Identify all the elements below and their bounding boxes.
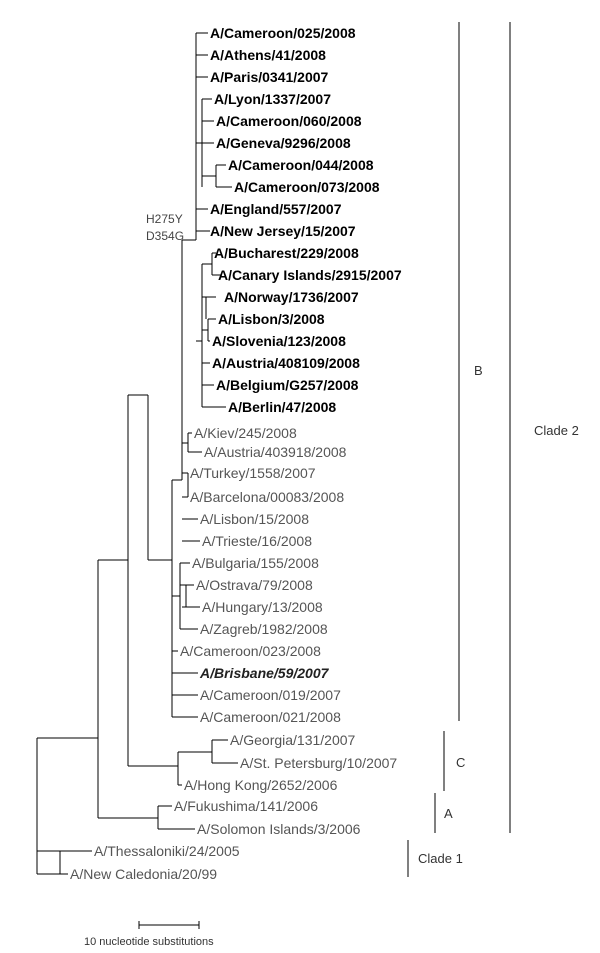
taxon-label: A/Lisbon/15/2008 <box>200 511 309 527</box>
taxon-label: A/Turkey/1558/2007 <box>190 465 316 481</box>
clade-c-label: C <box>456 755 466 770</box>
clade-a-label: A <box>444 806 453 821</box>
clade-brackets <box>408 22 579 877</box>
taxon-label: A/Austria/403918/2008 <box>204 444 347 460</box>
taxon-label: A/Georgia/131/2007 <box>230 732 356 748</box>
taxon-label: A/Athens/41/2008 <box>210 47 326 63</box>
taxon-label: A/Hong Kong/2652/2006 <box>184 777 338 793</box>
taxon-label: A/Cameroon/025/2008 <box>210 25 356 41</box>
taxon-label: A/Cameroon/073/2008 <box>234 179 380 195</box>
taxon-label: A/Bucharest/229/2008 <box>214 245 359 261</box>
taxon-label: A/Cameroon/019/2007 <box>200 687 341 703</box>
taxon-label: A/Belgium/G257/2008 <box>216 377 359 393</box>
taxon-label: A/Cameroon/021/2008 <box>200 709 341 725</box>
mutation-d354g-label: D354G <box>146 229 185 243</box>
taxon-label: A/Barcelona/00083/2008 <box>190 489 345 505</box>
taxon-label: A/Cameroon/023/2008 <box>180 643 321 659</box>
taxon-label: A/Bulgaria/155/2008 <box>192 555 319 571</box>
clade-b-label: B <box>474 363 483 378</box>
taxon-label: A/Austria/408109/2008 <box>212 355 360 371</box>
scale-bar-label: 10 nucleotide substitutions <box>84 936 214 948</box>
taxon-label: A/Solomon Islands/3/2006 <box>197 821 361 837</box>
taxon-label: A/Thessaloniki/24/2005 <box>94 843 240 859</box>
taxon-label: A/New Caledonia/20/99 <box>70 866 218 882</box>
taxon-label: A/England/557/2007 <box>210 201 342 217</box>
taxon-label: A/Kiev/245/2008 <box>194 425 297 441</box>
clade-2-label: Clade 2 <box>534 423 579 438</box>
taxon-labels <box>70 25 402 882</box>
mutation-h275y-label: H275Y <box>146 212 183 226</box>
clade-1-label: Clade 1 <box>418 851 463 866</box>
taxon-label: A/Cameroon/060/2008 <box>216 113 362 129</box>
taxon-label: A/Ostrava/79/2008 <box>196 577 313 593</box>
taxon-label: A/Geneva/9296/2008 <box>216 135 351 151</box>
taxon-label: A/Lisbon/3/2008 <box>218 311 325 327</box>
taxon-label: A/St. Petersburg/10/2007 <box>240 755 398 771</box>
taxon-label: A/New Jersey/15/2007 <box>210 223 356 239</box>
taxon-label: A/Hungary/13/2008 <box>202 599 323 615</box>
taxon-label: A/Cameroon/044/2008 <box>228 157 374 173</box>
taxon-label: A/Trieste/16/2008 <box>202 533 312 549</box>
taxon-label: A/Fukushima/141/2006 <box>174 798 318 814</box>
scale-bar <box>84 921 214 948</box>
taxon-label: A/Canary Islands/2915/2007 <box>218 267 402 283</box>
taxon-label: A/Brisbane/59/2007 <box>200 665 329 681</box>
taxon-label: A/Zagreb/1982/2008 <box>200 621 328 637</box>
taxon-label: A/Paris/0341/2007 <box>210 69 329 85</box>
taxon-label: A/Slovenia/123/2008 <box>212 333 346 349</box>
taxon-label: A/Norway/1736/2007 <box>224 289 359 305</box>
taxon-label: A/Lyon/1337/2007 <box>214 91 331 107</box>
taxon-label: A/Berlin/47/2008 <box>228 399 337 415</box>
